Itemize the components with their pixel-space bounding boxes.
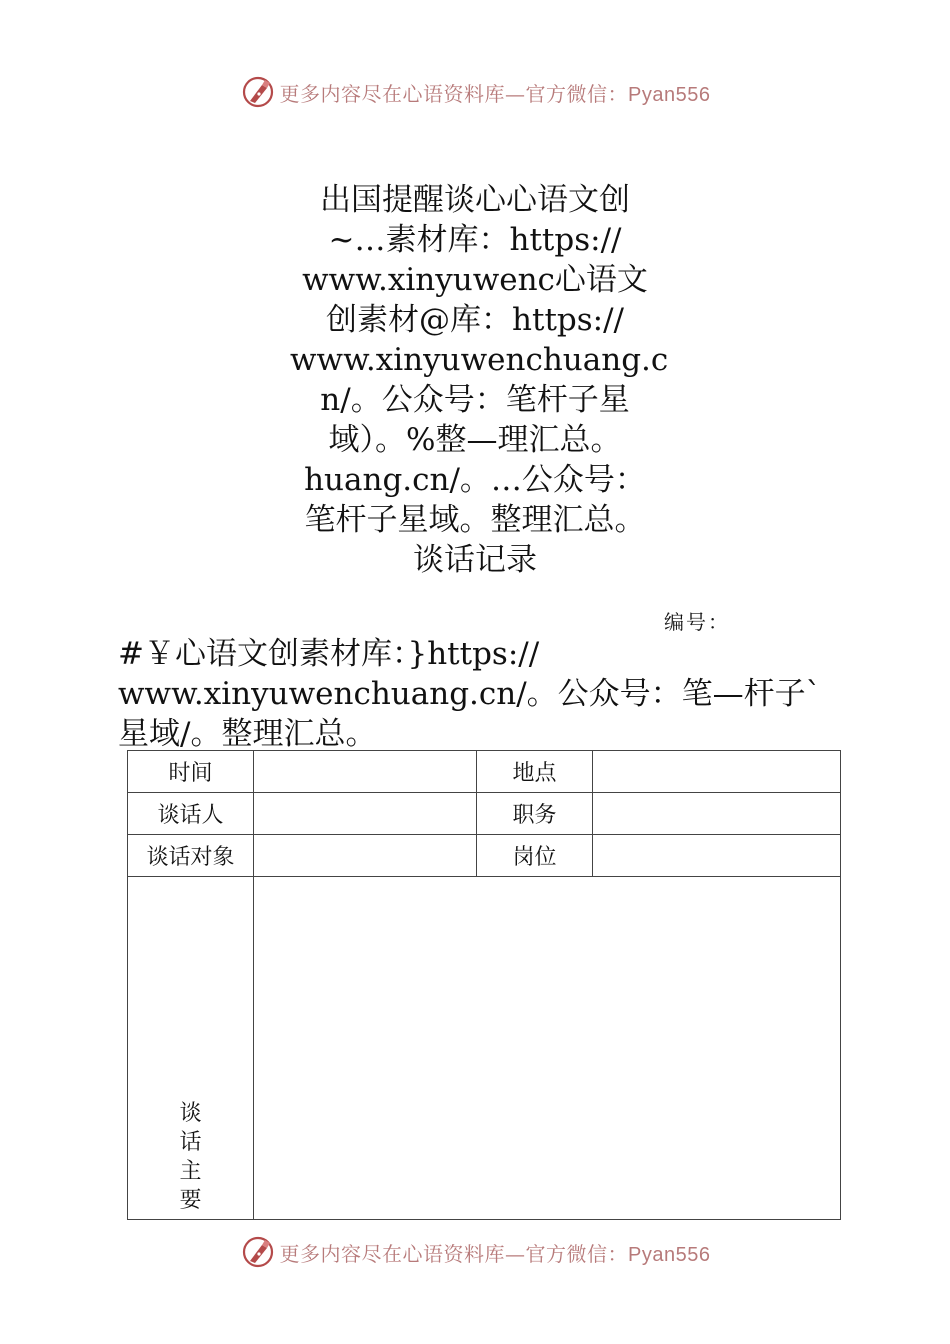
watermark-line: www.xinyuwenchuang.cn/。公众号：笔—杆子` (118, 676, 822, 712)
pen-nib-logo-icon (240, 1234, 276, 1270)
form-row-speaker (128, 793, 841, 835)
form-row-time (128, 751, 841, 793)
post-value-cell[interactable] (593, 835, 841, 877)
watermark-line: #￥心语文创素材库：}https:// (118, 636, 540, 672)
main-content-label: 谈话主要 (179, 1101, 202, 1213)
document-number-label: 编号： (664, 610, 730, 634)
footer-banner (0, 1232, 950, 1272)
wechat-id: Pyan556 (628, 1243, 711, 1266)
title-line: ~…素材库：https:// (328, 222, 622, 258)
subject-label: 谈话对象 (128, 835, 254, 877)
banner-text: 更多内容尽在心语资料库—官方微信：Pyan556 (279, 1241, 711, 1266)
title-line: huang.cn/。…公众号： (304, 462, 646, 498)
wechat-id: Pyan556 (628, 83, 711, 106)
location-value-cell[interactable] (593, 751, 841, 793)
post-label: 岗位 (477, 835, 593, 877)
subject-value-cell[interactable] (254, 835, 477, 877)
speaker-value-cell[interactable] (254, 793, 477, 835)
title-line: 谈话记录 (413, 542, 537, 578)
banner-text: 更多内容尽在心语资料库—官方微信：Pyan556 (279, 81, 711, 106)
watermark-line: 星域/。整理汇总。 (118, 716, 377, 752)
header-banner (0, 72, 950, 112)
position-value-cell[interactable] (593, 793, 841, 835)
title-line: www.xinyuwenchuang.c (290, 342, 669, 378)
location-label: 地点 (477, 751, 593, 793)
form-row-main-content (128, 877, 841, 1220)
title-line: n/。公众号：笔杆子星 (320, 382, 630, 418)
watermark-paragraph (118, 634, 858, 754)
document-title (290, 180, 669, 580)
speaker-label: 谈话人 (128, 793, 254, 835)
title-line: www.xinyuwenc心语文 (302, 262, 648, 298)
time-value-cell[interactable] (254, 751, 477, 793)
position-label: 职务 (477, 793, 593, 835)
main-content-value-cell[interactable] (254, 877, 841, 1220)
form-row-subject (128, 835, 841, 877)
conversation-record-form (127, 750, 841, 1220)
title-line: 出国提醒谈心心语文创 (320, 182, 630, 218)
main-content-label-cell (128, 877, 254, 1220)
title-line: 创素材@库：https:// (326, 302, 624, 338)
title-line: 笔杆子星域。整理汇总。 (304, 502, 646, 538)
pen-nib-logo-icon (240, 74, 276, 110)
time-label: 时间 (128, 751, 254, 793)
title-line: 域）。%整—理汇总。 (328, 422, 622, 458)
